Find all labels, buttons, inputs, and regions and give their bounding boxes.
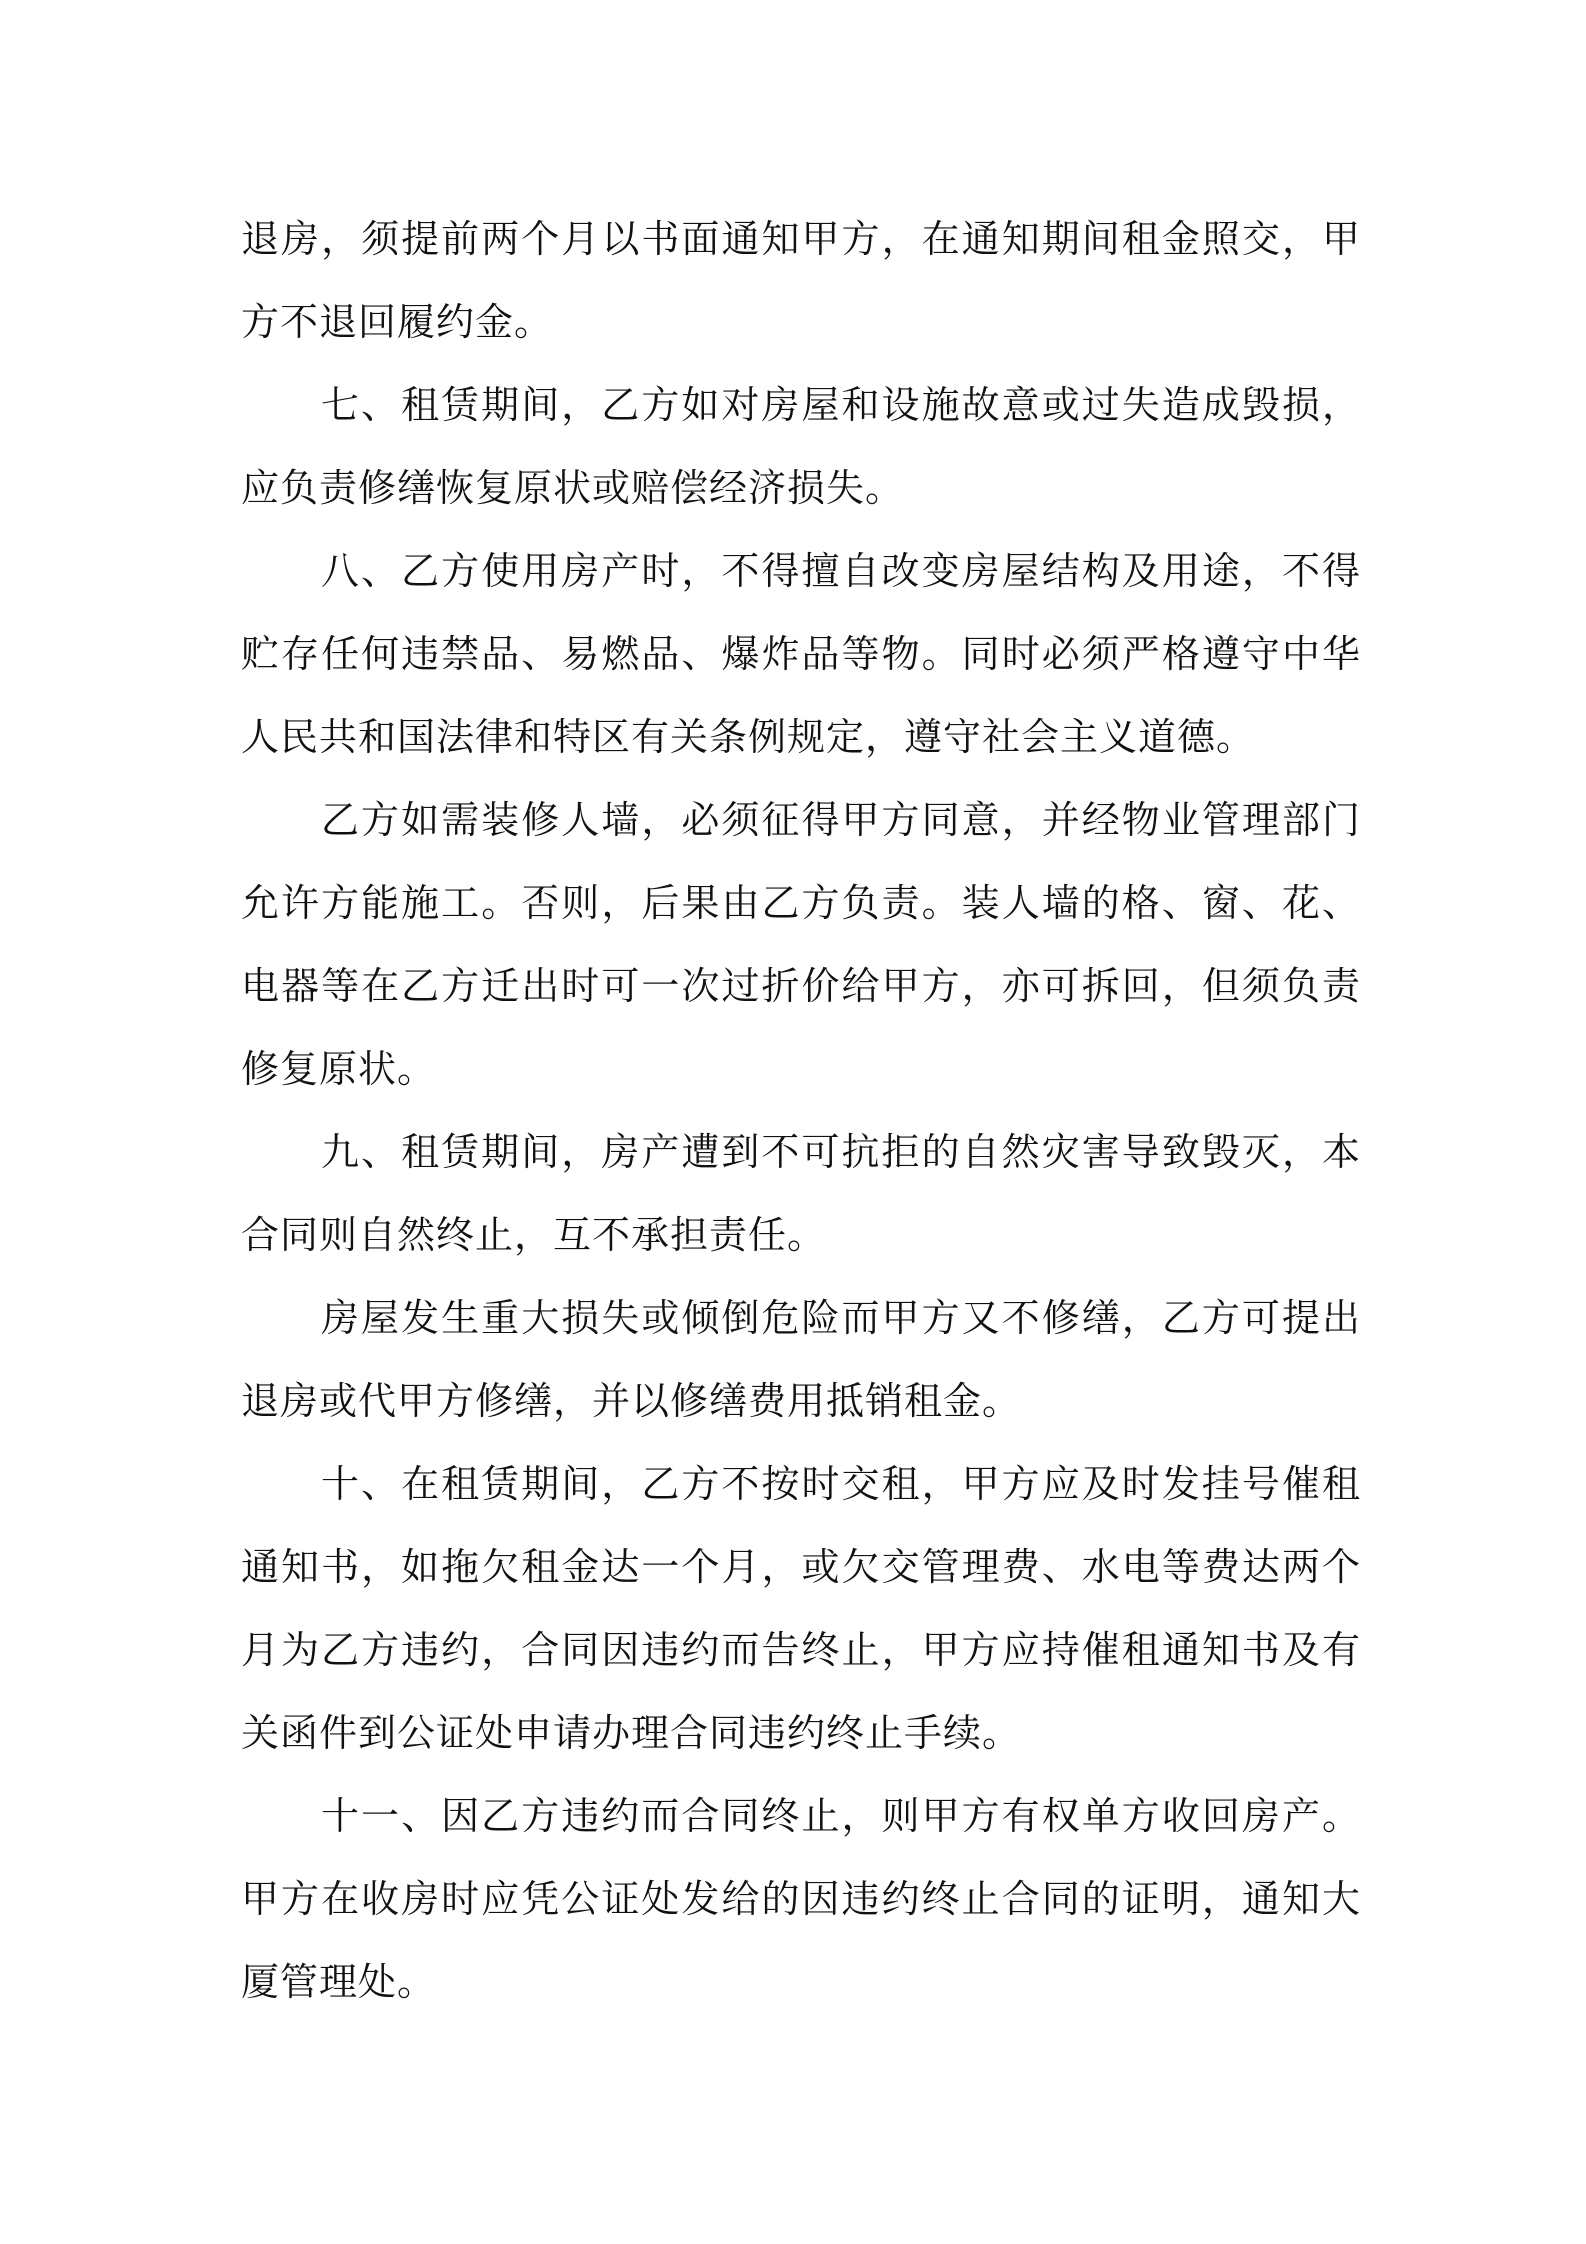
paragraph-continuation: 退房，须提前两个月以书面通知甲方，在通知期间租金照交，甲方不退回履约金。 xyxy=(241,217,1361,344)
paragraph-clause-8: 八、乙方使用房产时，不得擅自改变房屋结构及用途，不得贮存任何违禁品、易燃品、爆炸品等物。同时必须严格遵守中华人民共和国法律和特区有关条例规定，遵守社会主义道德。 xyxy=(241,549,1361,759)
paragraph-clause-8-renovation: 乙方如需装修人墙，必须征得甲方同意，并经物业管理部门允许方能施工。否则，后果由乙方负责。装人墙的格、窗、花、电器等在乙方迁出时可一次过折价给甲方，亦可拆回，但须负责修复原状。 xyxy=(241,798,1361,1091)
paragraph-clause-10: 十、在租赁期间，乙方不按时交租，甲方应及时发挂号催租通知书，如拖欠租金达一个月，或欠交管理费、水电等费达两个月为乙方违约，合同因违约而告终止，甲方应持催租通知书及有关函件到公证处申请办理合同违约终止手续。 xyxy=(241,1462,1361,1755)
paragraph-clause-9: 九、租赁期间，房产遭到不可抗拒的自然灾害导致毁灭，本合同则自然终止，互不承担责任。 xyxy=(241,1130,1361,1257)
paragraph-clause-9-damage: 房屋发生重大损失或倾倒危险而甲方又不修缮，乙方可提出退房或代甲方修缮，并以修缮费用抵销租金。 xyxy=(241,1296,1361,1423)
document-body xyxy=(241,198,1361,2024)
paragraph-clause-7: 七、租赁期间，乙方如对房屋和设施故意或过失造成毁损，应负责修缮恢复原状或赔偿经济损失。 xyxy=(241,383,1361,510)
paragraph-clause-11: 十一、因乙方违约而合同终止，则甲方有权单方收回房产。甲方在收房时应凭公证处发给的因违约终止合同的证明，通知大厦管理处。 xyxy=(241,1794,1361,2004)
